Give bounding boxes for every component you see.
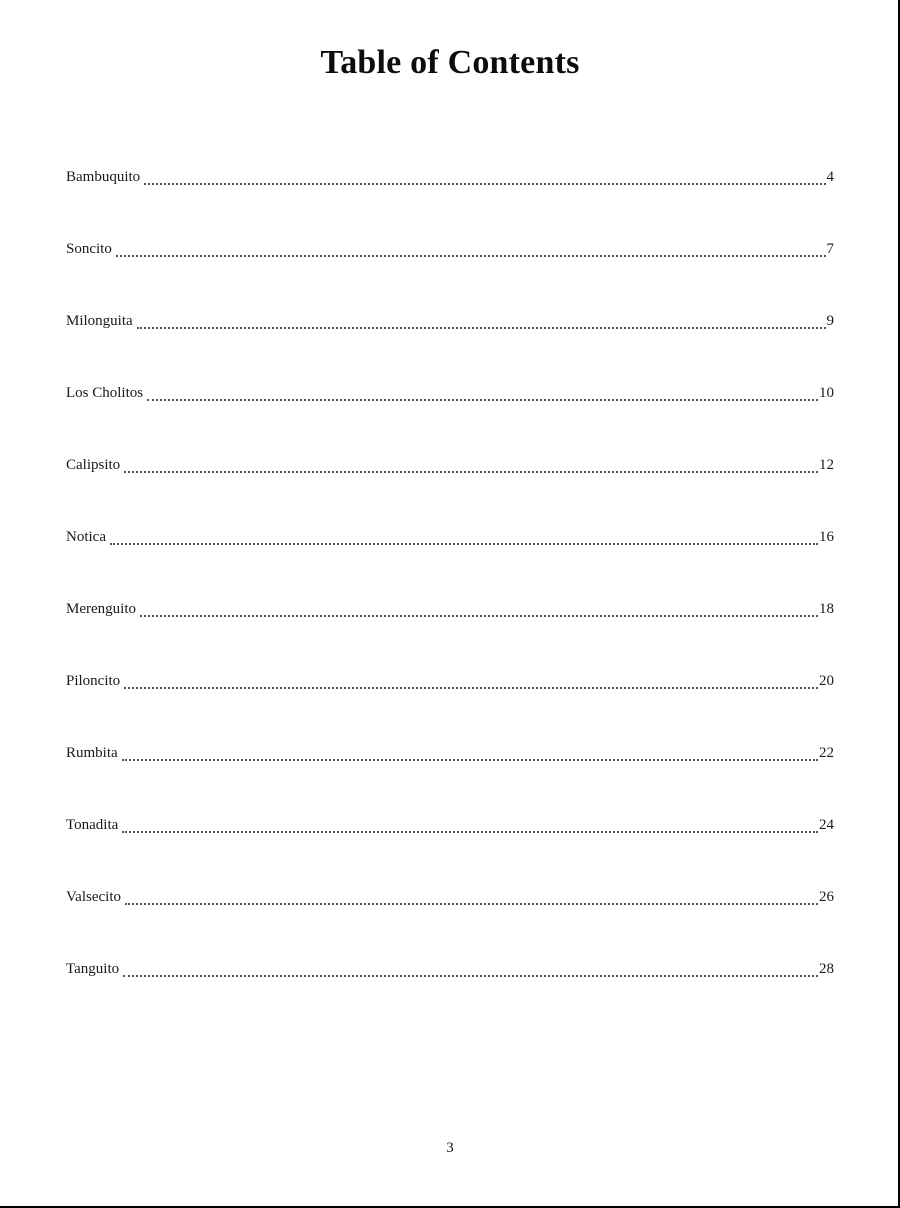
dot-leader	[122, 831, 818, 833]
toc-entry-page: 20	[819, 673, 834, 689]
toc-entry-label: Piloncito	[66, 673, 121, 689]
toc-entry-label: Notica	[66, 529, 106, 545]
toc-entry-merenguito[interactable]	[66, 592, 834, 664]
toc-entry-page: 7	[826, 241, 834, 257]
toc-entry-tanguito[interactable]	[66, 952, 834, 1024]
toc-entry-page: 16	[819, 529, 834, 545]
toc-entry-notica[interactable]	[66, 520, 834, 592]
toc-entry-page: 18	[819, 601, 834, 617]
toc-entry-label: Soncito	[66, 241, 112, 257]
dot-leader	[140, 615, 818, 617]
dot-leader	[124, 687, 818, 689]
toc-entry-calipsito[interactable]	[66, 448, 834, 520]
toc-entry-page: 10	[819, 385, 834, 401]
dot-leader	[110, 543, 818, 545]
toc-entry-tonadita[interactable]	[66, 808, 834, 880]
toc-entry-label: Rumbita	[66, 745, 118, 761]
toc-entry-page: 9	[826, 313, 834, 329]
toc-entry-page: 22	[819, 745, 834, 761]
toc-entry-piloncito[interactable]	[66, 664, 834, 736]
toc-entry-los-cholitos[interactable]	[66, 376, 834, 448]
page-title: Table of Contents	[320, 44, 580, 81]
toc-entry-page: 28	[819, 961, 834, 977]
toc-entry-soncito[interactable]	[66, 232, 834, 304]
dot-leader	[122, 759, 818, 761]
toc-entry-page: 4	[826, 169, 834, 185]
dot-leader	[123, 975, 818, 977]
dot-leader	[147, 399, 818, 401]
toc-entry-label: Merenguito	[66, 601, 136, 617]
toc-entry-milonguita[interactable]	[66, 304, 834, 376]
toc-entry-label: Milonguita	[66, 313, 133, 329]
toc-entry-label: Calipsito	[66, 457, 121, 473]
toc-entry-valsecito[interactable]	[66, 880, 834, 952]
toc-entry-label: Tanguito	[66, 961, 120, 977]
toc-entry-page: 24	[819, 817, 834, 833]
toc-entry-bambuquito[interactable]	[66, 160, 834, 232]
toc-entry-page: 26	[819, 889, 834, 905]
toc-entry-rumbita[interactable]	[66, 736, 834, 808]
dot-leader	[124, 471, 818, 473]
footer-page-number: 3	[446, 1140, 454, 1156]
toc-entry-label: Tonadita	[66, 817, 119, 833]
toc-entry-page: 12	[819, 457, 834, 473]
toc-entry-label: Bambuquito	[66, 169, 141, 185]
toc-entry-label: Valsecito	[66, 889, 121, 905]
dot-leader	[125, 903, 818, 905]
toc-entry-label: Los Cholitos	[66, 385, 144, 401]
table-of-contents	[66, 160, 834, 1024]
dot-leader	[116, 255, 826, 257]
dot-leader	[144, 183, 825, 185]
dot-leader	[137, 327, 826, 329]
